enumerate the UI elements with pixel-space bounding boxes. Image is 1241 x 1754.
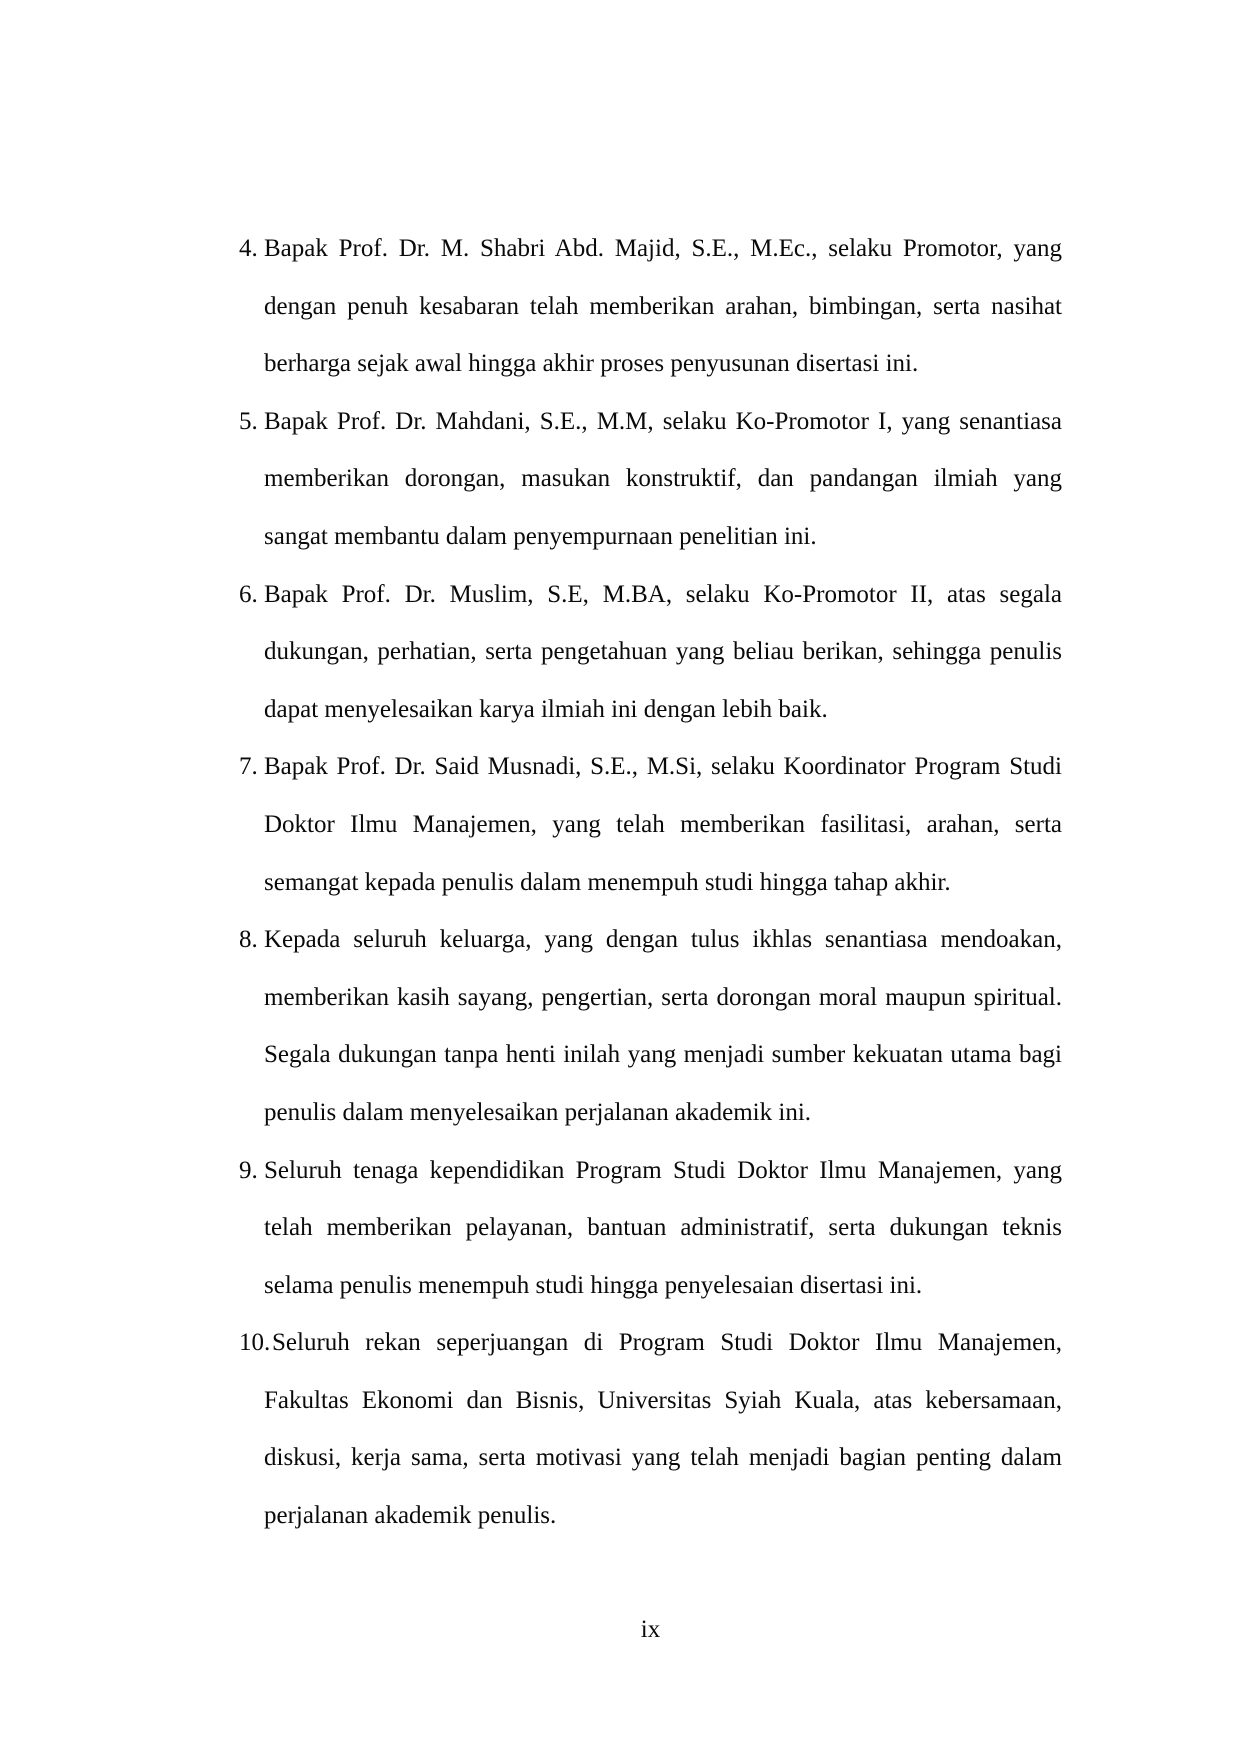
list-item-line: dengan penuh kesabaran telah memberikan arahan, bimbingan, serta nasihat [264,292,1062,320]
item-text: Bapak Prof. Dr. Said Musnadi, S.E., M.Si, selaku Koordinator Program Studi [264,753,1062,781]
item-text: Kepada seluruh keluarga, yang dengan tulus ikhlas senantiasa mendoakan, [264,926,1062,954]
list-item [239,393,1062,566]
list-item-line: selama penulis menempuh studi hingga penyelesaian disertasi ini. [264,1271,923,1299]
list-item-line [239,1142,1062,1200]
item-number: 9. [239,1156,258,1184]
list-item-line [239,738,1062,796]
list-item-line [239,393,1062,451]
list-item-line: sangat membantu dalam penyempurnaan penelitian ini. [264,522,817,550]
item-text: Bapak Prof. Dr. Mahdani, S.E., M.M, selaku Ko-Promotor I, yang senantiasa [264,407,1062,435]
list-item [239,1142,1062,1315]
list-item-line [239,566,1062,624]
list-item-line [239,911,1062,969]
page-number: ix [640,1616,661,1643]
list-item-line: Segala dukungan tanpa henti inilah yang menjadi sumber kekuatan utama bagi [264,1041,1062,1069]
item-number: 5. [239,407,258,435]
list-item [239,566,1062,739]
list-item-line: penulis dalam menyelesaikan perjalanan akademik ini. [264,1098,812,1126]
list-item-line: diskusi, kerja sama, serta motivasi yang telah menjadi bagian penting dalam [264,1444,1062,1472]
list-item-line: semangat kepada penulis dalam menempuh studi hingga tahap akhir. [264,868,951,896]
item-number: 4. [239,235,258,262]
item-number: 8. [239,926,258,954]
item-number: 6. [239,580,258,608]
list-item [239,738,1062,911]
list-item [239,911,1062,1141]
list-item-line: perjalanan akademik penulis. [264,1502,557,1530]
list-item-line: telah memberikan pelayanan, bantuan administratif, serta dukungan teknis [264,1214,1062,1242]
list-item-line: Doktor Ilmu Manajemen, yang telah memberikan fasilitasi, arahan, serta [264,810,1062,838]
item-number: 7. [239,753,258,781]
item-text: Bapak Prof. Dr. M. Shabri Abd. Majid, S.E., M.Ec., selaku Promotor, yang [264,235,1062,262]
item-text: Seluruh tenaga kependidikan Program Studi Doktor Ilmu Manajemen, yang [264,1156,1062,1184]
list-item-line: dukungan, perhatian, serta pengetahuan yang beliau berikan, sehingga penulis [264,638,1062,666]
list-item-line: berharga sejak awal hingga akhir proses penyusunan disertasi ini. [264,350,919,378]
acknowledgments-list [239,220,1062,1545]
item-text: Bapak Prof. Dr. Muslim, S.E, M.BA, selaku Ko-Promotor II, atas segala [264,580,1062,608]
list-item [239,1314,1062,1544]
item-number: 10. [239,1329,271,1357]
list-item-line [239,220,1062,278]
list-item [239,220,1062,393]
list-item-line: memberikan dorongan, masukan konstruktif, dan pandangan ilmiah yang [264,465,1062,493]
list-item-line: Fakultas Ekonomi dan Bisnis, Universitas Syiah Kuala, atas kebersamaan, [264,1386,1062,1414]
list-item-line: dapat menyelesaikan karya ilmiah ini dengan lebih baik. [264,695,828,723]
list-item-line: memberikan kasih sayang, pengertian, serta dorongan moral maupun spiritual. [264,983,1062,1011]
item-text: Seluruh rekan seperjuangan di Program Studi Doktor Ilmu Manajemen, [272,1329,1062,1357]
list-item-line [239,1314,1062,1372]
